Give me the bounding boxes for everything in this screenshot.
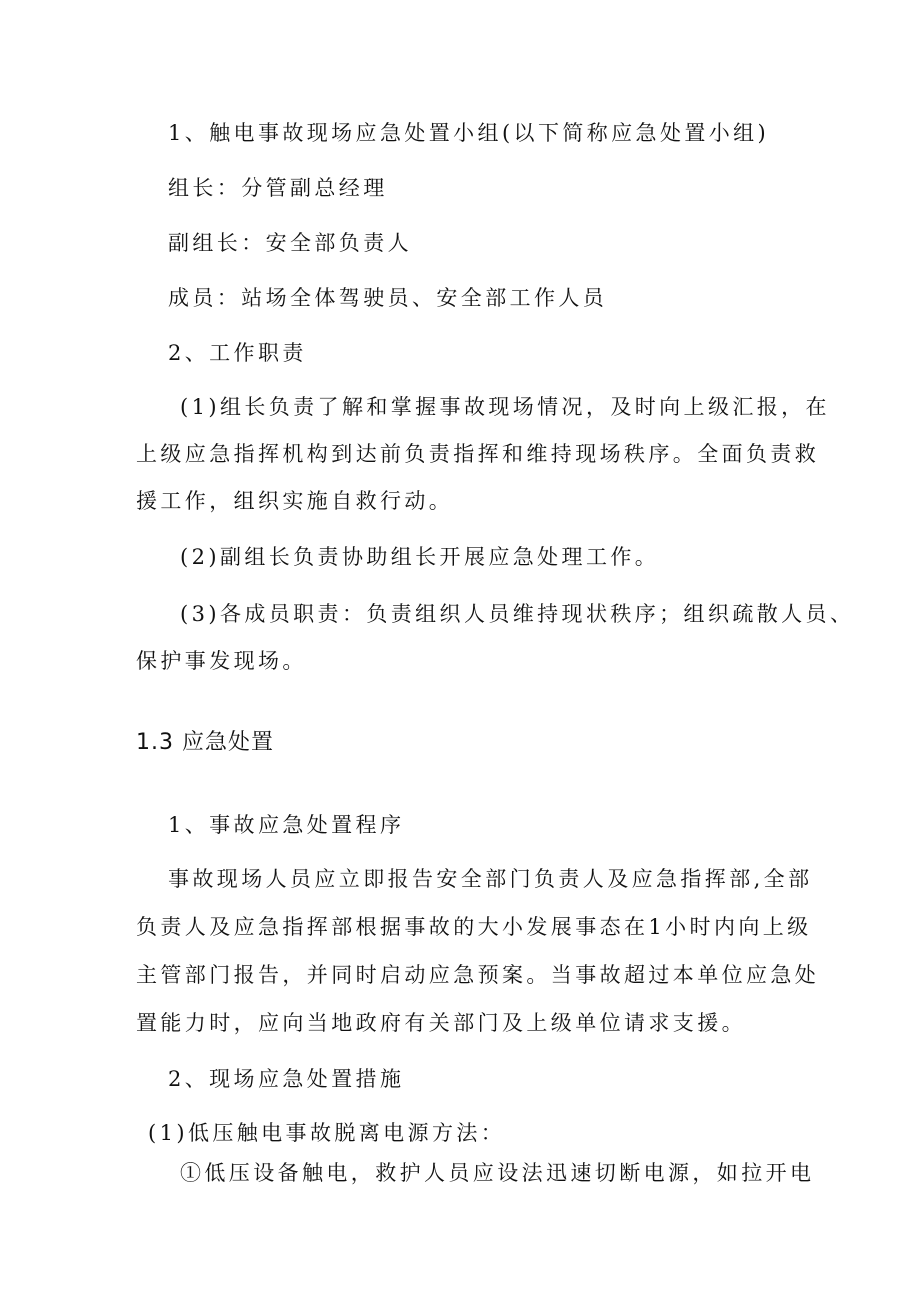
section-1-3-title: 1.3 应急处置: [136, 730, 274, 755]
duty-3-line-1: (3)各成员职责：负责组织人员维持现状秩序；组织疏散人员、: [180, 602, 855, 626]
duty-1-line-3: 援工作，组织实施自救行动。: [136, 489, 454, 513]
duty-1-line-2: 上级应急指挥机构到达前负责指挥和维持现场秩序。全面负责救: [136, 442, 820, 466]
procedure-para-line-2: 负责人及应急指挥部根据事故的大小发展事态在1小时内向上级: [136, 915, 812, 939]
low-voltage-subheading: (1)低压触电事故脱离电源方法：: [148, 1121, 506, 1145]
duty-1-line-1: (1)组长负责了解和掌握事故现场情况，及时向上级汇报，在: [180, 395, 830, 419]
low-voltage-item-1: ①低压设备触电，救护人员应设法迅速切断电源，如拉开电: [180, 1161, 815, 1185]
deputy-leader-line: 副组长：安全部负责人: [168, 231, 412, 255]
procedure-para-line-1: 事故现场人员应立即报告安全部门负责人及应急指挥部,全部: [168, 867, 813, 891]
item-2-heading: 2、工作职责: [168, 341, 307, 365]
duty-2-line: (2)副组长负责协助组长开展应急处理工作。: [180, 545, 660, 569]
members-line: 成员：站场全体驾驶员、安全部工作人员: [168, 286, 608, 310]
measures-heading: 2、现场应急处置措施: [168, 1067, 405, 1091]
leader-line: 组长：分管副总经理: [168, 176, 388, 200]
procedure-heading: 1、事故应急处置程序: [168, 813, 405, 837]
item-1-heading: 1、触电事故现场应急处置小组(以下简称应急处置小组): [168, 121, 770, 145]
procedure-para-line-3: 主管部门报告，并同时启动应急预案。当事故超过本单位应急处: [136, 963, 820, 987]
procedure-para-line-4: 置能力时，应向当地政府有关部门及上级单位请求支援。: [136, 1011, 746, 1035]
duty-3-line-2: 保护事发现场。: [136, 649, 307, 673]
